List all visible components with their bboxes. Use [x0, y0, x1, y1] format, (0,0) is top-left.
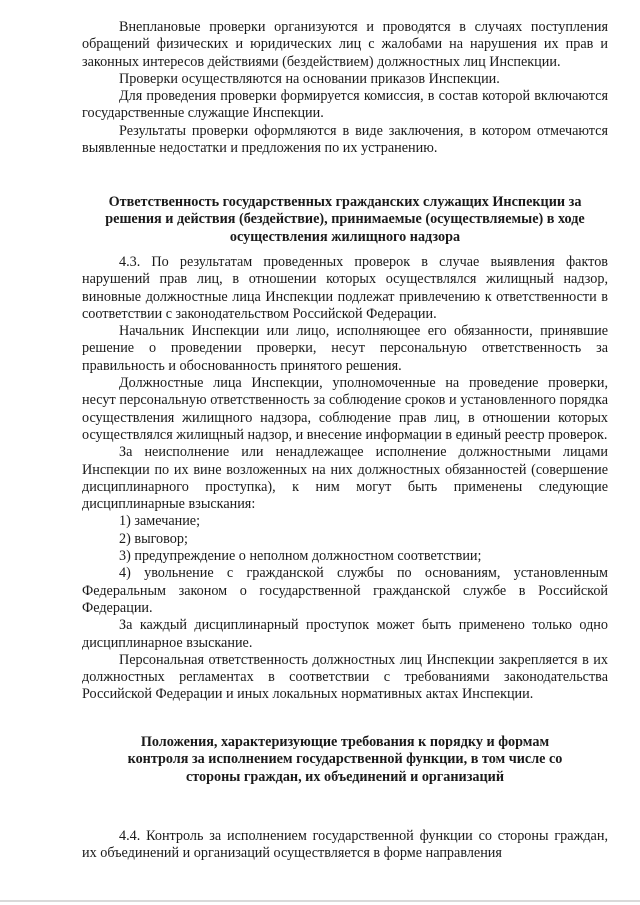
- paragraph-disciplinary-intro: За неисполнение или ненадлежащее исполнение должностными лицами Инспекции по их вине возложенных на них должностных обязанностей (совершение дисциплинарного проступка), к ним могут быть применены следующие дисциплинарные взыскания:: [82, 444, 608, 513]
- page-bottom-edge: [0, 900, 640, 902]
- paragraph-personal-responsibility: Персональная ответственность должностных лиц Инспекции закрепляется в их должностных регламентах в соответствии с требованиями законодательства Российской Федерации и иных локальных нормативных актах Инспекции.: [82, 651, 608, 703]
- paragraph-results: Результаты проверки оформляются в виде заключения, в котором отмечаются выявленные недостатки и предложения по их устранению.: [82, 122, 608, 157]
- section-heading-control: [112, 734, 578, 786]
- top-text-block: [82, 19, 608, 157]
- paragraph-unscheduled-inspections: Внеплановые проверки организуются и проводятся в случаях поступления обращений физических и юридических лиц с жалобами на нарушения их прав и законных интересов действиями (бездействием) должностных лиц Инспекции.: [82, 19, 608, 70]
- control-text-block: [82, 828, 608, 863]
- penalty-item: 2) выговор;: [119, 530, 188, 547]
- section-heading-responsibility: [82, 194, 608, 246]
- penalty-item: 4) увольнение с гражданской службы по основаниям, установленным Федеральным законом о государственной гражданской службе в Российской Федерации.: [82, 565, 608, 616]
- heading-responsibility-text: Ответственность государственных гражданских служащих Инспекции за решения и действия (бездействие), принимаемые (осуществляемые) в ходе осуществления жилищного надзора: [105, 194, 585, 245]
- paragraph-head-responsibility: Начальник Инспекции или лицо, исполняющее его обязанности, принявшие решение о проведении проверки, несут персональную ответственность за правильность и обоснованность принятого решения.: [82, 323, 608, 374]
- responsibility-text-block: [82, 254, 608, 704]
- heading-control-text: Положения, характеризующие требования к порядку и формам контроля за исполнением государственной функции, в том числе со стороны граждан, их объединений и организаций: [127, 734, 563, 785]
- penalty-item: 1) замечание;: [119, 513, 201, 530]
- paragraph-single-penalty: За каждый дисциплинарный проступок может быть применено только одно дисциплинарное взыскание.: [82, 617, 608, 651]
- paragraph-4-4: 4.4. Контроль за исполнением государственной функции со стороны граждан, их объединений и организаций осуществляется в форме направления: [82, 828, 608, 862]
- penalty-item: 3) предупреждение о неполном должностном соответствии;: [119, 548, 482, 565]
- paragraph-4-3: 4.3. По результатам проведенных проверок в случае выявления фактов нарушений прав лиц, в отношении которых осуществлялся жилищный надзор, виновные должностные лица Инспекции подлежат привлечению к ответственности в соответствии с законодательством Российской Федерации.: [82, 254, 608, 322]
- paragraph-inspection-basis: Проверки осуществляются на основании приказов Инспекции.: [119, 70, 500, 87]
- paragraph-officials-responsibility: Должностные лица Инспекции, уполномоченные на проведение проверки, несут персональную ответственность за соблюдение сроков и установленного порядка осуществления жилищного надзора, соблюдение прав лиц, в отношении которых осуществлялся жилищный надзор, и внесение информации в единый реестр проверок.: [82, 375, 608, 443]
- paragraph-commission: Для проведения проверки формируется комиссия, в состав которой включаются государственные служащие Инспекции.: [82, 88, 608, 122]
